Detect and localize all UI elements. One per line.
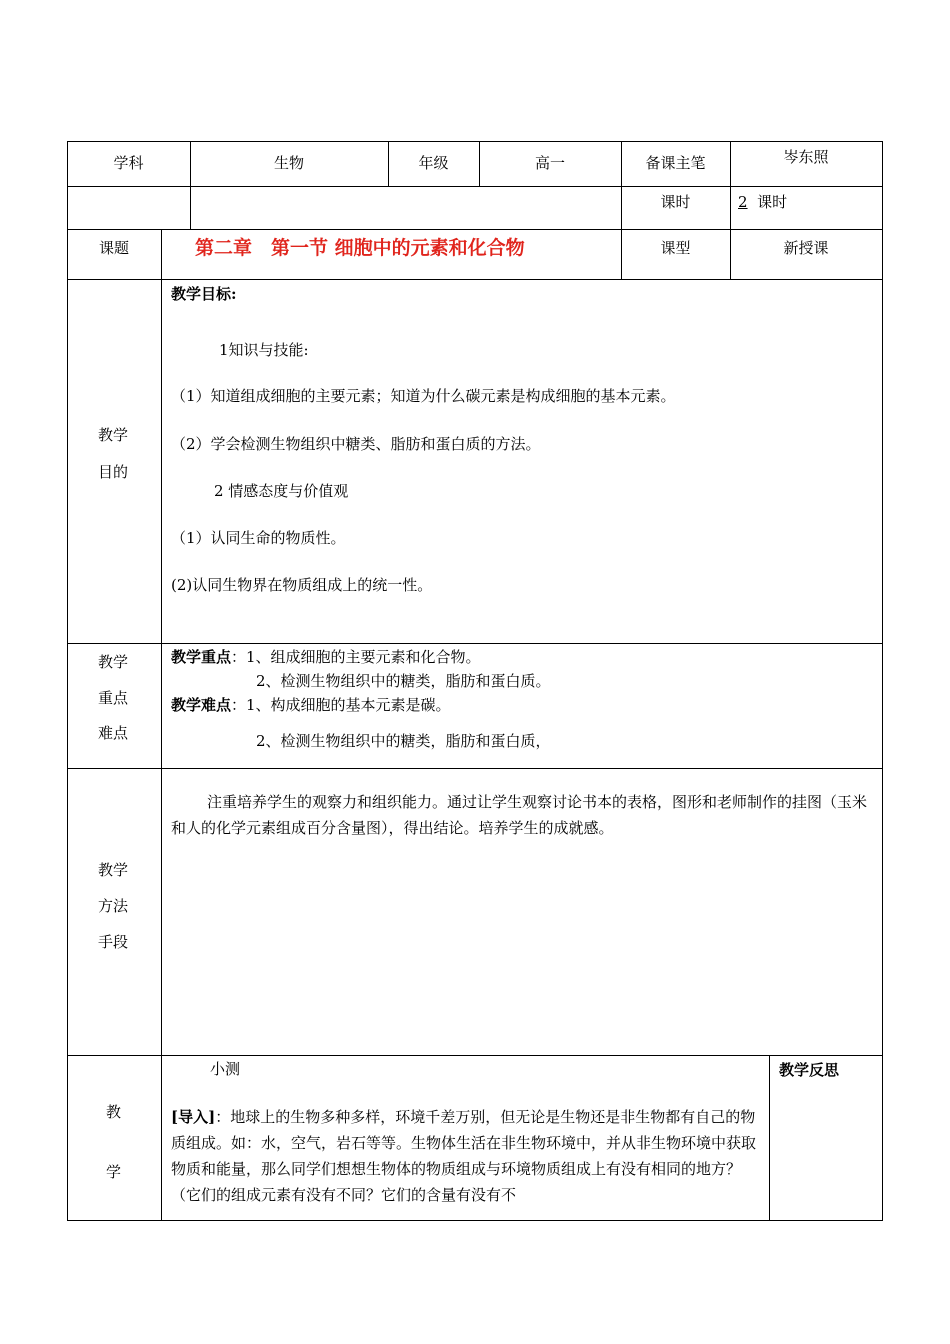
key-point-1 (171, 650, 481, 665)
difficult-point-text: ：1、构成细胞的基本元素是碳。 (231, 696, 451, 714)
keypoints-label-1: 教学 (98, 653, 129, 671)
type-label: 课型 (660, 239, 691, 257)
difficult-point-label: 教学难点 (171, 696, 232, 714)
objectives-section-1: 1知识与技能: (219, 341, 309, 359)
objectives-item-3: （1）认同生命的物质性。 (171, 529, 346, 547)
table-border (769, 1055, 770, 1220)
hours-label: 课时 (660, 193, 691, 211)
objectives-item-1: （1）知道组成细胞的主要元素；知道为什么碳元素是构成细胞的基本元素。 (171, 387, 676, 405)
hours-number: 2 (738, 193, 748, 211)
table-border (190, 141, 191, 230)
table-border (882, 141, 883, 1221)
reflection-label: 教学反思 (779, 1061, 840, 1079)
methods-text: 注重培养学生的观察力和组织能力。通过让学生观察讨论书本的表格，图形和老师制作的挂图（玉米和人的化学元素组成百分含量图），得出结论。培养学生的成就感。 (171, 793, 868, 837)
objectives-heading: 教学目标: (171, 285, 237, 303)
quiz-label: 小测 (210, 1060, 241, 1078)
methods-label-1: 教学 (98, 861, 129, 879)
hours-unit: 课时 (757, 193, 788, 211)
difficult-point-1 (171, 698, 451, 713)
table-border (161, 229, 162, 1220)
methods-label-3: 手段 (98, 933, 129, 951)
key-point-label: 教学重点 (171, 648, 232, 666)
objectives-item-2: （2）学会检测生物组织中糖类、脂肪和蛋白质的方法。 (171, 435, 541, 453)
intro-text (171, 1104, 763, 1208)
keypoints-label-3: 难点 (98, 724, 129, 742)
topic-label: 课题 (98, 239, 129, 257)
key-point-2: 2、检测生物组织中的糖类，脂肪和蛋白质。 (256, 672, 551, 690)
grade-value: 高一 (534, 154, 565, 172)
table-border (67, 643, 883, 644)
table-border (67, 141, 68, 1221)
topic-title: 第二章 第一节 细胞中的元素和化合物 (195, 237, 525, 259)
process-label-2: 学 (106, 1163, 122, 1181)
keypoints-label-2: 重点 (98, 689, 129, 707)
difficult-point-2: 2、检测生物组织中的糖类，脂肪和蛋白质， (256, 732, 551, 750)
table-border (67, 768, 883, 769)
table-border (67, 1055, 883, 1056)
intro-body: ：地球上的生物多种多样，环境千差万别，但无论是生物还是非生物都有自己的物质组成。如：水，空气，岩石等等。生物体生活在非生物环境中，并从非生物环境中获取物质和能量，那么同学们想想生物体的物质组成与环境物质组成上有没有相同的地方？（它们的组成元素有没有不同？它们的含量有没有不 (171, 1108, 757, 1204)
grade-label: 年级 (418, 154, 449, 172)
author-label: 备课主笔 (645, 154, 706, 172)
objectives-item-4: (2)认同生物界在物质组成上的统一性。 (171, 576, 433, 594)
type-value: 新授课 (783, 239, 829, 257)
subject-label: 学科 (113, 154, 144, 172)
objectives-label-2: 目的 (98, 463, 129, 481)
subject-value: 生物 (273, 154, 304, 172)
methods-label-2: 方法 (98, 897, 129, 915)
key-point-text: ：1、组成细胞的主要元素和化合物。 (231, 648, 481, 666)
table-border (67, 1220, 883, 1221)
table-border (67, 279, 883, 280)
objectives-label-1: 教学 (98, 426, 129, 444)
author-value: 岑东照 (783, 148, 829, 166)
intro-label: [导入] (171, 1108, 216, 1126)
objectives-section-2: 2 情感态度与价值观 (214, 482, 349, 500)
hours-value (738, 195, 787, 210)
process-label-1: 教 (106, 1103, 122, 1121)
